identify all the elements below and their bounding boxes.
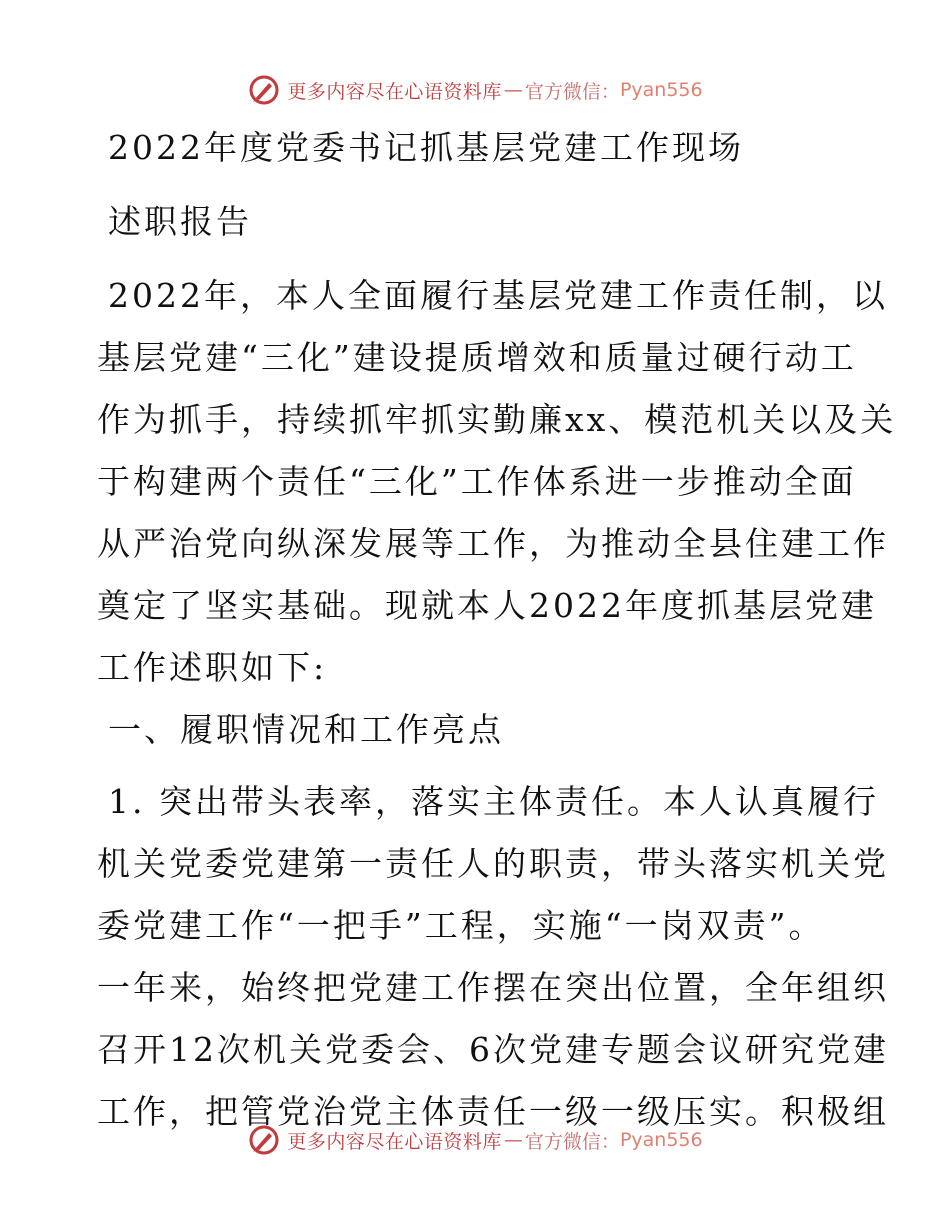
watermark-separator: — xyxy=(503,1129,523,1151)
watermark-brand: 更多内容尽在心语资料库 xyxy=(287,80,502,103)
intro-line: 于构建两个责任“三化”工作体系进一步推动全面 xyxy=(97,462,857,501)
watermark-header xyxy=(0,70,950,110)
watermark-official-label: 官方微信： xyxy=(524,80,620,103)
watermark-brand: 更多内容尽在心语资料库 xyxy=(287,1130,502,1153)
item-1-line: 工作，把管党治党主体责任一级一级压实。积极组 xyxy=(97,1092,889,1131)
intro-line: 工作述职如下: xyxy=(97,648,328,687)
pen-logo-icon xyxy=(247,73,281,107)
intro-line: 2022年，本人全面履行基层党建工作责任制，以 xyxy=(108,276,888,315)
document-title-line-2: 述职报告 xyxy=(108,202,252,241)
document-title-line-1: 2022年度党委书记抓基层党建工作现场 xyxy=(108,128,744,167)
item-1-line: 召开12次机关党委会、6次党建专题会议研究党建 xyxy=(97,1030,889,1069)
item-1-line: 1. 突出带头表率，落实主体责任。本人认真履行 xyxy=(108,782,879,821)
section-1-heading: 一、履职情况和工作亮点 xyxy=(108,710,504,749)
watermark-official-label: 官方微信： xyxy=(524,1130,620,1153)
watermark-wechat-id: Pyan556 xyxy=(619,79,703,101)
watermark-wechat-id: Pyan556 xyxy=(619,1129,703,1151)
intro-line: 从严治党向纵深发展等工作，为推动全县住建工作 xyxy=(97,524,889,563)
item-1-line: 一年来，始终把党建工作摆在突出位置，全年组织 xyxy=(97,968,889,1007)
intro-line: 奠定了坚实基础。现就本人2022年度抓基层党建 xyxy=(97,586,877,625)
intro-line: 作为抓手，持续抓牢抓实勤廉xx、模范机关以及关 xyxy=(97,400,897,439)
watermark-footer xyxy=(0,1120,950,1160)
intro-line: 基层党建“三化”建设提质增效和质量过硬行动工 xyxy=(97,338,857,377)
pen-logo-icon xyxy=(247,1123,281,1157)
item-1-line: 机关党委党建第一责任人的职责，带头落实机关党 xyxy=(97,844,889,883)
item-1-line: 委党建工作“一把手”工程，实施“一岗双责”。 xyxy=(97,906,825,945)
watermark-separator: — xyxy=(503,79,523,101)
